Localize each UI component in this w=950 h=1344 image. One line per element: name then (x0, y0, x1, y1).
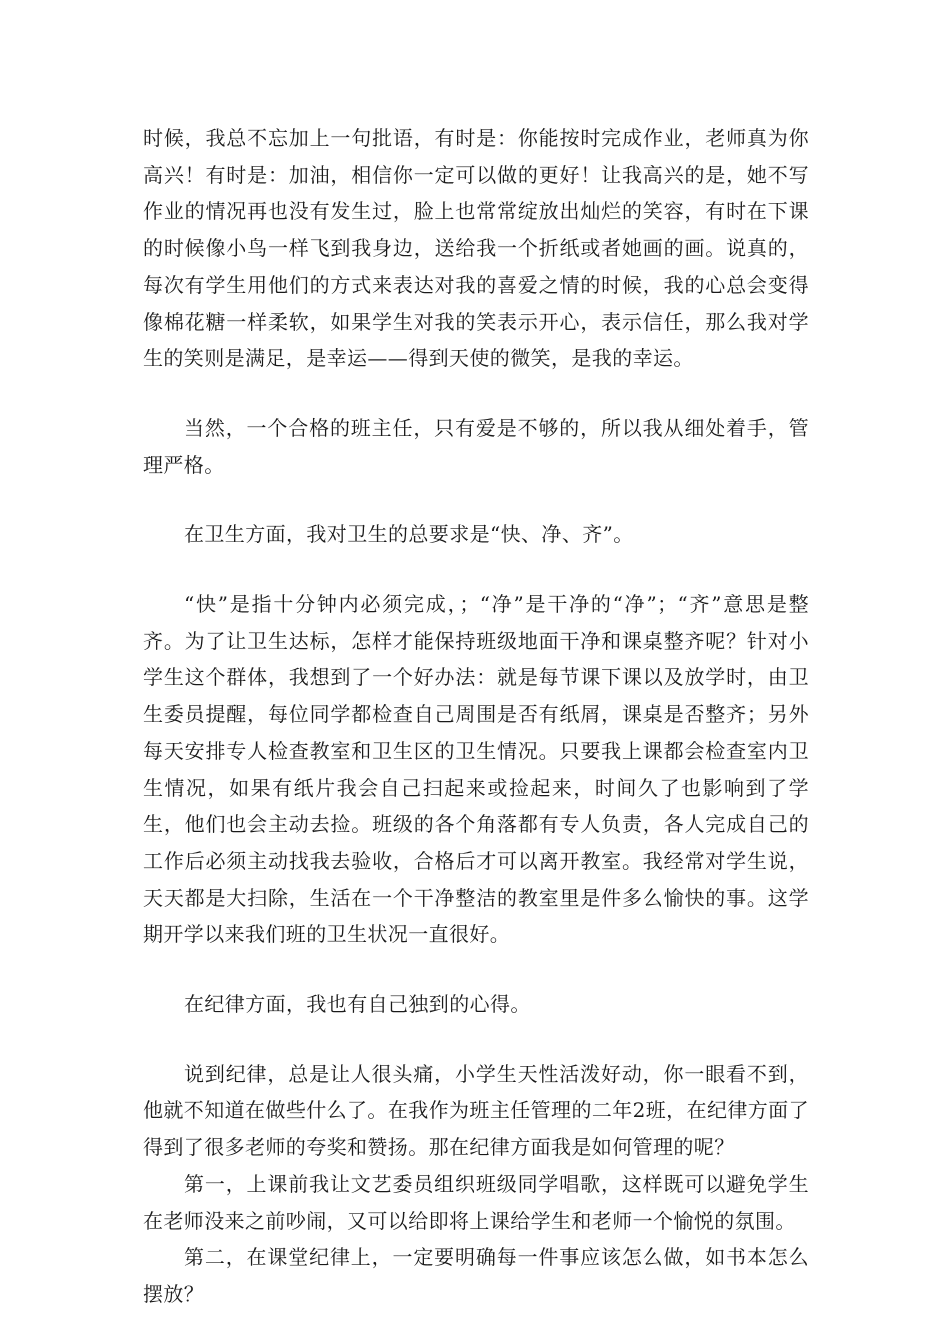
paragraph-2: 当然，一个合格的班主任，只有爱是不够的，所以我从细处着手，管理严格。 (143, 415, 809, 477)
paragraph-7: 第一，上课前我让文艺委员组织班级同学唱歌，这样既可以避免学生在老师没来之前吵闹，又可以给即将上课给学生和老师一个愉悦的氛围。 (143, 1171, 809, 1233)
paragraph-1: 时候，我总不忘加上一句批语，有时是：你能按时完成作业，老师真为你高兴！有时是：加油，相信你一定可以做的更好！让我高兴的是，她不写作业的情况再也没有发生过，脸上也常常绽放出灿烂的笑容，有时在下课的时候像小鸟一样飞到我身边，送给我一个折纸或者她画的画。说真的，每次有学生用他们的方式来表达对我的喜爱之情的时候，我的心总会变得像棉花糖一样柔软，如果学生对我的笑表示开心，表示信任，那么我对学生的笑则是满足，是幸运——得到天使的微笑，是我的幸运。 (143, 126, 809, 371)
paragraph-6: 说到纪律，总是让人很头痛，小学生天性活泼好动，你一眼看不到，他就不知道在做些什么了。在我作为班主任管理的二年2班，在纪律方面了得到了很多老师的夸奖和赞扬。那在纪律方面我是如何管理的呢？ (143, 1061, 809, 1160)
paragraph-8: 第二，在课堂纪律上，一定要明确每一件事应该怎么做，如书本怎么摆放？ (143, 1245, 809, 1306)
document-body (143, 120, 809, 1313)
paragraph-3: 在卫生方面，我对卫生的总要求是“快、净、齐”。 (184, 522, 634, 547)
paragraph-5: 在纪律方面，我也有自己独到的心得。 (184, 992, 531, 1017)
paragraph-4: “快”是指十分钟内必须完成，；“净”是干净的“净”；“齐”意思是整齐。为了让卫生达标，怎样才能保持班级地面干净和课桌整齐呢？针对小学生这个群体，我想到了一个好办法：就是每节课下课以及放学时，由卫生委员提醒，每位同学都检查自己周围是否有纸屑，课桌是否整齐；另外每天安排专人检查教室和卫生区的卫生情况。只要我上课都会检查室内卫生情况，如果有纸片我会自己扫起来或捡起来，时间久了也影响到了学生，他们也会主动去捡。班级的各个角落都有专人负责，各人完成自己的工作后必须主动找我去验收，合格后才可以离开教室。我经常对学生说，天天都是大扫除，生活在一个干净整洁的教室里是件多么愉快的事。这学期开学以来我们班的卫生状况一直很好。 (143, 592, 809, 947)
